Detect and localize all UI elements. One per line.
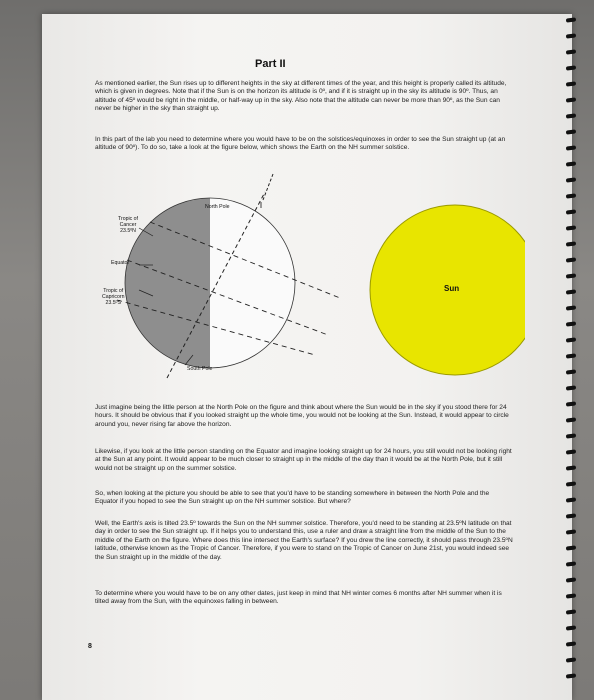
paragraph-instructions: In this part of the lab you need to determine where you would have to be on the solstices/equinoxes in order to see the Sun straight up (at an altitude of 90º). To do so, take a look at the figure below, which shows the Earth on the NH summer solstice. [95,136,506,152]
paragraph-other-dates: To determine where you would have to be on any other dates, just keep in mind that NH winter comes 6 months after NH summer when it is tilted away from the Sun, with the equinoxes falling in between. [95,590,502,606]
binding-holes [566,14,578,694]
earth-day-side [210,198,295,368]
sun-label: Sun [444,284,460,293]
tropic-of-cancer-label: Tropic of Cancer 23.5ºN [118,216,138,234]
paragraph-equator: Likewise, if you look at the little person standing on the Equator and imagine looking straight up for 24 hours, you still would not be looking right at the Sun at any point. It would appear to be much closer to straight up in the middle of the day than it would be at the North Pole, but it still would not be straight up on the summer solstice. [95,448,512,472]
south-pole-label: South Pole [187,366,213,372]
equator-label: Equator [111,260,130,266]
paragraph-altitude: As mentioned earlier, the Sun rises up to different heights in the sky at different times of the year, and this height is properly called its altitude, which is given in degrees. Note that if the Sun is on the horizon its altitude is 0º, and if it is straight up in the sky its altitude is 90º. Thus, an altitude of 45º would be right in the middle, or half-way up in the sky. Also note that the altitude can never be more than 90º, as the Sun can never be higher in the sky than straight up. [95,80,507,113]
page-title: Part II [255,58,286,70]
axis-extension [263,174,273,200]
earth-sun-figure [95,170,525,390]
north-pole-label: North Pole [205,204,230,210]
page-number: 8 [88,643,92,650]
paragraph-tilt: Well, the Earth's axis is tilted 23.5º towards the Sun on the NH summer solstice. Therefore, you'd need to be standing at 23.5ºN latitude on that day in order to see the Sun straight up. If it helps you to understand this, use a ruler and draw a straight line from the middle of the Sun to the middle of the Earth on the figure. Where does this line intersect the Earth's surface? If you drew the line correctly, it should pass through 23.5ºN latitude, otherwise known as the Tropic of Cancer. Therefore, if you were to stand on the Tropic of Cancer on June 21st, you would indeed see the Sun straight up in the middle of the day. [95,520,513,561]
solstice-diagram [95,170,525,390]
tropic-of-capricorn-label: Tropic of Capricorn 23.5ºS [102,288,125,306]
paragraph-in-between: So, when looking at the picture you should be able to see that you'd have to be standing somewhere in between the North Pole and the Equator if you hoped to see the Sun straight up on the NH summer solstice. But where? [95,490,490,506]
paragraph-north-pole: Just imagine being the little person at the North Pole on the figure and think about where the Sun would be in the sky if you stood there for 24 hours. It should be obvious that if you looked straight up the whole time, you would not be looking at the Sun. Instead, it would appear to circle around you, never rising far above the horizon. [95,404,509,428]
